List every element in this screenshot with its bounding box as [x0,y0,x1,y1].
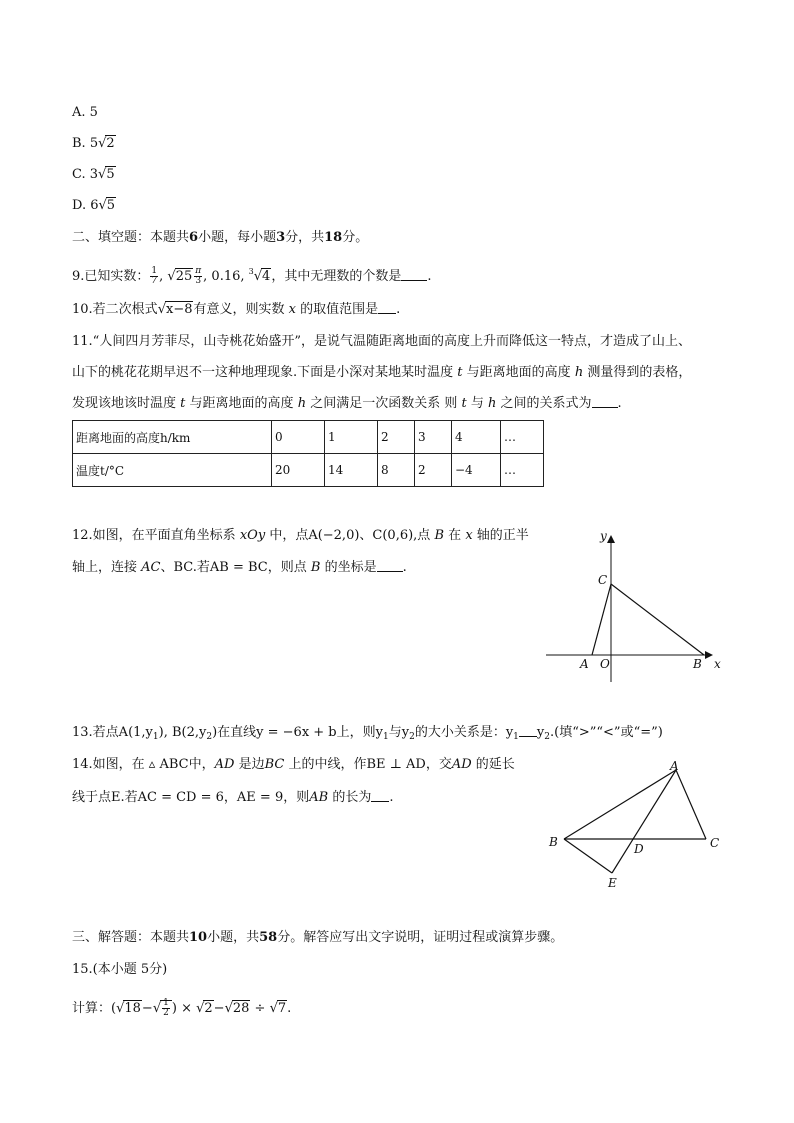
label-b: B [549,835,558,849]
question-14-line1: 14.如图，在 ▵ ABC中，AD 是边BC 上的中线，作BE ⊥ AD，交AD 的延长 [72,757,515,772]
table-cell: … [501,421,544,454]
section2-heading: 二、填空题：本题共6小题，每小题3分，共18分。 [72,230,369,245]
question-9: 9.已知实数： $\frac{1}{7}$ , √25 $\frac{\pi}{3}$ , 0.16, $^3$√4，其中无理数的个数是 . [72,266,432,286]
segment-ac [592,584,611,655]
question-15-expression: 计算：(√18−√ $\frac{1}{2}$ ) × √2−√28 ÷ √7. [72,998,292,1018]
segment-ac [676,770,706,839]
coordinate-figure [540,524,730,686]
answer-blank [371,789,389,802]
height-temperature-table [72,420,544,487]
question-10: 10.若二次根式√x−8有意义，则实数 x 的取值范围是 . [72,302,401,317]
table-cell: 14 [325,454,378,487]
question-11-line3: 发现该地该时温度 t 与距离地面的高度 h 之间满足一次函数关系 则 t 与 h 之间的关系式为 . [72,396,622,411]
table-cell: 距离地面的高度h/km [73,421,272,454]
question-15-title: 15.(本小题 5分) [72,962,168,977]
table-cell: 温度t/°C [73,454,272,487]
table-row [73,454,544,487]
question-12-line2: 轴上，连接 AC、BC.若AB = BC，则点 B 的坐标是 . [72,560,407,575]
option-c-text: C. 3 [72,167,99,182]
option-d-text: D. 6 [72,198,99,213]
label-d: D [634,842,644,856]
question-12-line1: 12.如图，在平面直角坐标系 xOy 中，点A(−2,0)、C(0,6),点 B 在 x 轴的正半 [72,528,529,543]
label-a: A [580,657,589,671]
label-a: A [670,759,679,773]
label-c: C [710,836,720,850]
segment-ae [612,770,676,873]
option-d: D. 6√5 [72,198,116,213]
table-cell: 8 [378,454,415,487]
question-13: 13.若点$A(1,y_1)$, $B(2,y_2)$在直线y = −6x + b上，则$y_1$与$y_2$的大小关系是：$y_1$ $y_2$.(填“>”“<”或“=”) [72,725,663,742]
label-o: O [600,657,610,671]
option-b-radicand: 2 [106,136,115,151]
question-11-line1: 11.“人间四月芳菲尽，山寺桃花始盛开”，是说气温随距离地面的高度上升而降低这一特点，才造成了山上、 [72,334,691,349]
answer-blank [377,559,403,572]
question-14-line2: 线于点E.若AC = CD = 6，AE = 9，则AB 的长为 . [72,790,394,805]
label-c: C [598,573,608,587]
table-row [73,421,544,454]
table-cell: 4 [452,421,501,454]
option-c-radicand: 5 [106,167,115,182]
answer-blank [401,268,427,281]
fraction-one-seventh: $\frac{1}{7}$ [151,266,158,286]
label-b: B [693,657,702,671]
option-b: B. 5√2 [72,136,115,151]
option-c: C. 3√5 [72,167,115,182]
segment-bc [611,584,704,655]
triangle-figure [540,756,730,896]
fraction-one-half: $\frac{1}{2}$ [163,998,169,1018]
option-a: A. 5 [72,105,98,120]
answer-blank [592,395,618,408]
table-cell: 2 [415,454,452,487]
table-cell: 20 [272,454,325,487]
table-cell: 3 [415,421,452,454]
answer-blank [519,724,537,737]
fraction-pi-third: $\frac{\pi}{3}$ [195,266,202,286]
option-d-radicand: 5 [106,198,116,213]
answer-blank [378,301,396,314]
label-e: E [608,876,617,890]
segment-ab [564,770,676,839]
label-x: x [714,657,721,671]
question-11-line2: 山下的桃花花期早迟不一这种地理现象.下面是小深对某地某时温度 t 与距离地面的高度 h 测量得到的表格， [72,365,692,380]
label-y: y [600,529,607,543]
table-cell: −4 [452,454,501,487]
segment-be [564,839,612,873]
table-cell: 0 [272,421,325,454]
table-cell: 2 [378,421,415,454]
section3-heading: 三、解答题：本题共10小题，共58分。解答应写出文字说明，证明过程或演算步骤。 [72,930,564,945]
option-b-text: B. 5 [72,136,99,151]
table-cell: … [501,454,544,487]
table-cell: 1 [325,421,378,454]
